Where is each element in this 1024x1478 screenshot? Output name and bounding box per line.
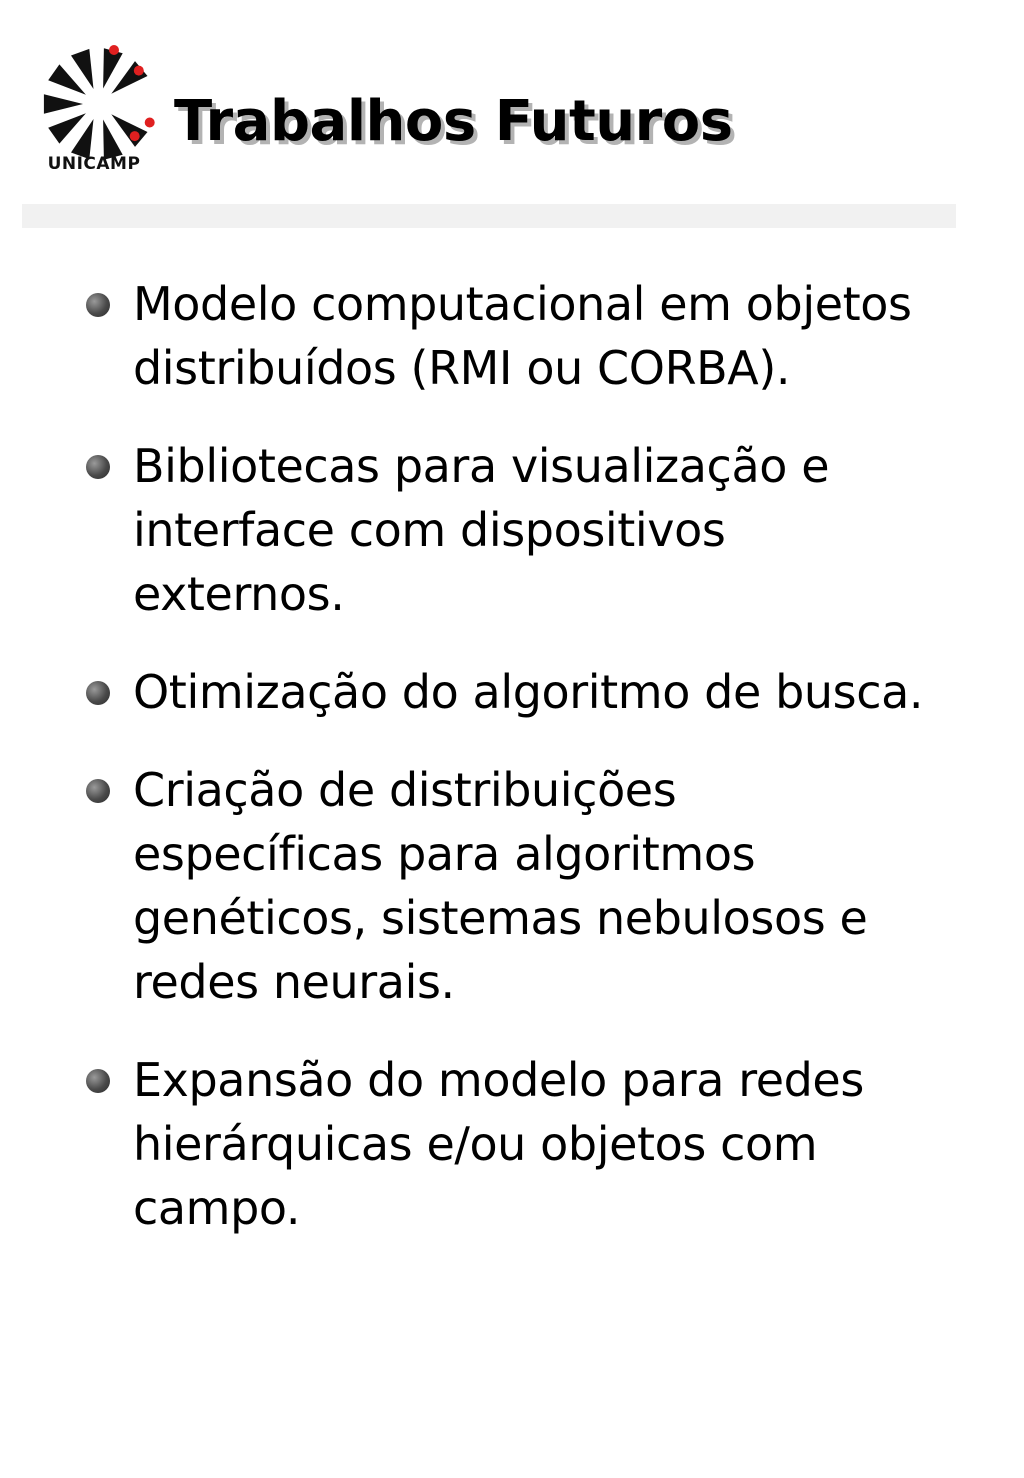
title-divider [22, 204, 956, 228]
bullet-text: Criação de distribuições específicas para algoritmos genéticos, sistemas nebulosos e redes neurais. [133, 763, 868, 1009]
list-item [0, 660, 1024, 724]
unicamp-logo [28, 40, 164, 180]
bullet-icon [86, 293, 110, 317]
logo-ray [111, 114, 147, 147]
bullet-text: Expansão do modelo para redes hierárquicas e/ou objetos com campo. [133, 1053, 864, 1235]
list-item [0, 1048, 1024, 1240]
logo-dot [109, 45, 119, 55]
logo-text: UNICAMP [47, 154, 141, 174]
list-item [0, 434, 1024, 626]
logo-dot [134, 66, 144, 76]
bullet-icon [86, 1069, 110, 1093]
bullet-text: Bibliotecas para visualização e interface com dispositivos externos. [133, 439, 830, 621]
unicamp-logo-graphic [28, 40, 164, 180]
logo-dot [130, 131, 140, 141]
list-item [0, 272, 1024, 400]
logo-ray [44, 94, 83, 113]
bullet-icon [86, 455, 110, 479]
bullet-text: Otimização do algoritmo de busca. [133, 665, 924, 719]
bullet-text: Modelo computacional em objetos distribuídos (RMI ou CORBA). [133, 277, 912, 395]
logo-dot [145, 118, 155, 128]
logo-ray [111, 61, 147, 94]
list-item [0, 758, 1024, 1014]
bullet-list [0, 272, 1024, 1274]
bullet-icon [86, 681, 110, 705]
bullet-icon [86, 779, 110, 803]
page-title: Trabalhos Futuros [174, 89, 733, 154]
